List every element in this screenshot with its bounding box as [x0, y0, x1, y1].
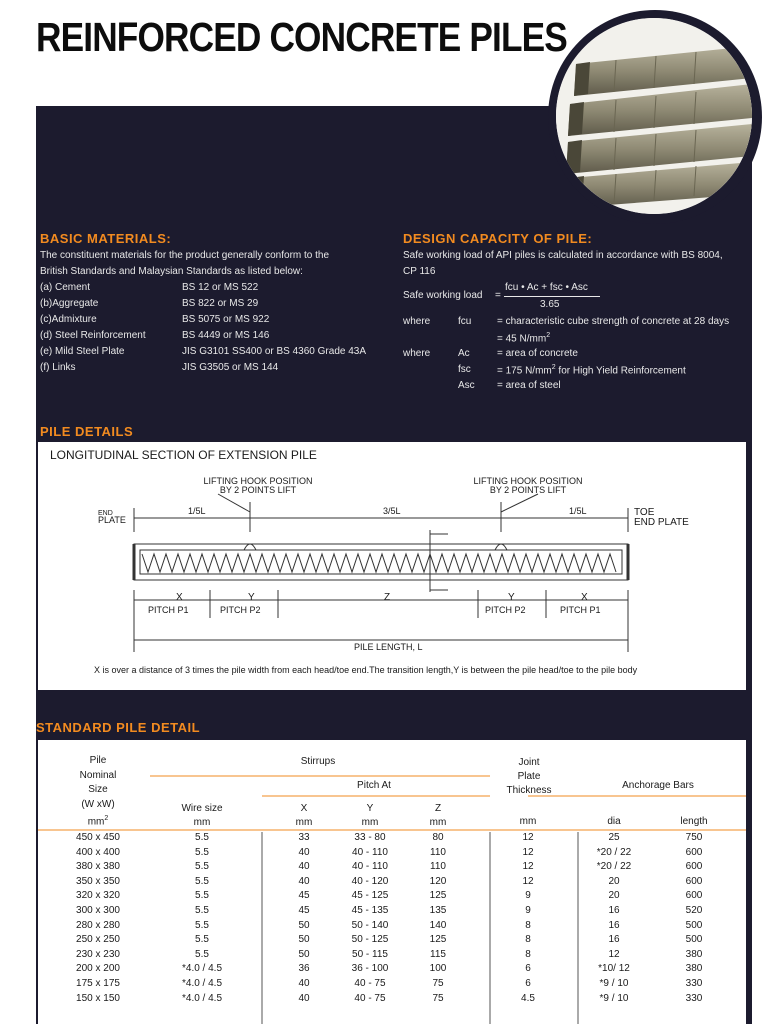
- pitch-p1-left: PITCH P1: [148, 605, 189, 615]
- table-cell: 140: [429, 919, 447, 931]
- table-cell: 40: [298, 978, 310, 989]
- table-cell: *9 / 10: [599, 978, 629, 989]
- standard-table-panel: [38, 740, 746, 1024]
- material-standard: BS 12 or MS 522: [182, 282, 259, 293]
- material-label: (a) Cement: [40, 282, 91, 293]
- table-cell: 20: [608, 875, 620, 887]
- fcu-symbol: fcu: [458, 316, 472, 327]
- table-cell: 40: [298, 846, 310, 858]
- table-cell: 115: [430, 948, 446, 960]
- table-cell: 45 - 125: [351, 890, 389, 902]
- pile-length-label: PILE LENGTH, L: [354, 642, 423, 652]
- fcu-value: = 45 $N/mm^2$: [497, 332, 551, 345]
- table-cell: 80: [432, 832, 444, 843]
- table-cell: 40 - 75: [354, 992, 386, 1004]
- y-left-label: Y: [248, 592, 255, 603]
- table-cell: 320 x 320: [76, 890, 120, 902]
- piles-photo: [556, 18, 752, 214]
- table-cell: 250 x 250: [76, 934, 120, 946]
- table-cell: 520: [685, 905, 703, 916]
- hook-label-left: LIFTING HOOK POSITION BY 2 POINTS LIFT: [203, 476, 313, 495]
- table-cell: 500: [685, 919, 703, 931]
- table-cell: *4.0 / 4.5: [181, 978, 223, 989]
- table-cell: 40 - 75: [354, 978, 386, 989]
- table-cell: 20: [608, 890, 620, 902]
- material-label: (b)Aggregate: [40, 298, 99, 309]
- table-cell: 5.5: [195, 875, 209, 887]
- material-label: (e) Mild Steel Plate: [40, 346, 125, 357]
- table-cell: 8: [525, 919, 531, 931]
- table-cell: 40: [298, 861, 310, 873]
- toe-end-plate-label: TOE END PLATE: [634, 507, 689, 528]
- table-cell: 110: [430, 861, 446, 873]
- table-cell: 5.5: [195, 948, 209, 960]
- formula-denominator: 3.65: [540, 299, 560, 310]
- material-standard: BS 4449 or MS 146: [182, 330, 270, 341]
- table-cell: 5.5: [195, 832, 209, 843]
- table-cell: 400 x 400: [76, 846, 120, 858]
- table-cell: 40 - 110: [352, 846, 388, 858]
- where-label-2: where: [403, 348, 431, 359]
- fsc-definition: = 175 $N/mm^2$ for High Yield Reinforcement: [497, 364, 686, 377]
- x-right-label: X: [581, 592, 588, 603]
- table-cell: 600: [685, 890, 703, 902]
- pile-details-note: X is over a distance of 3 times the pile width from each head/toe end.The transition length,Y is between the pile head/toe to the pile body: [94, 665, 638, 675]
- table-cell: 125: [429, 890, 447, 902]
- table-cell: 300 x 300: [76, 905, 120, 916]
- material-label: (f) Links: [40, 362, 76, 373]
- material-standard: JIS G3505 or MS 144: [182, 362, 279, 373]
- table-cell: 50 - 125: [351, 934, 389, 946]
- table-cell: 175 x 175: [76, 978, 120, 989]
- dim-right-label: 1/5L: [569, 506, 587, 516]
- col-head-joint-unit: mm: [519, 816, 537, 827]
- pitch-p2-left: PITCH P2: [220, 605, 261, 615]
- table-cell: 40 - 110: [352, 861, 388, 873]
- table-cell: 5.5: [195, 905, 209, 916]
- x-left-label: X: [176, 592, 183, 603]
- table-cell: 150 x 150: [76, 992, 120, 1004]
- table-cell: 600: [685, 861, 703, 873]
- table-cell: 36 - 100: [351, 963, 389, 975]
- swl-equals: =: [495, 290, 501, 301]
- pile-section-drawing: [38, 442, 746, 690]
- table-cell: 5.5: [195, 890, 209, 902]
- material-standard: BS 5075 or MS 922: [182, 314, 270, 325]
- basic-materials-intro-1: The constituent materials for the product generally conform to the: [40, 250, 330, 261]
- table-cell: 12: [522, 846, 534, 858]
- table-cell: 45 - 135: [351, 905, 389, 916]
- table-cell: 9: [525, 890, 531, 902]
- stacked-piles-image: [566, 46, 752, 208]
- table-cell: 8: [525, 934, 531, 946]
- table-cell: 750: [685, 832, 703, 843]
- table-cell: 12: [522, 832, 534, 843]
- diagram-subtitle: LONGITUDINAL SECTION OF EXTENSION PILE: [50, 448, 317, 462]
- fraction-bar: [504, 296, 600, 297]
- table-cell: 4.5: [521, 992, 535, 1004]
- y-right-label: Y: [508, 592, 515, 603]
- table-cell: 6: [525, 978, 531, 989]
- table-cell: 230 x 230: [76, 948, 120, 960]
- table-cell: 5.5: [195, 861, 209, 873]
- table-cell: 50 - 140: [351, 919, 389, 931]
- table-cell: 5.5: [195, 846, 209, 858]
- pitch-p1-right: PITCH P1: [560, 605, 601, 615]
- col-head-pitch-at: Pitch At: [357, 780, 391, 791]
- table-cell: 330: [685, 992, 703, 1004]
- hook-label-right: LIFTING HOOK POSITION BY 2 POINTS LIFT: [473, 476, 583, 495]
- col-head-wire-size: Wire size mm: [181, 803, 223, 828]
- dim-left-label: 1/5L: [188, 506, 206, 516]
- table-cell: 75: [432, 992, 444, 1004]
- table-cell: 500: [685, 934, 703, 946]
- pile-diagram-panel: [38, 442, 746, 690]
- page-title: REINFORCED CONCRETE PILES: [36, 14, 567, 60]
- formula-numerator: fcu • Ac + fsc • Asc: [505, 282, 588, 293]
- pitch-p2-right: PITCH P2: [485, 605, 526, 615]
- table-cell: *9 / 10: [599, 992, 629, 1004]
- table-cell: 380: [685, 948, 703, 960]
- basic-materials-intro-2: British Standards and Malaysian Standards as listed below:: [40, 266, 303, 277]
- table-cell: 12: [522, 861, 534, 873]
- table-cell: 50: [298, 948, 310, 960]
- dim-mid-label: 3/5L: [383, 506, 401, 516]
- table-cell: 9: [525, 905, 531, 916]
- table-cell: 33 - 80: [354, 832, 386, 843]
- basic-materials-heading: BASIC MATERIALS:: [40, 231, 172, 246]
- ac-symbol: Ac: [458, 348, 470, 359]
- design-intro-1: Safe working load of API piles is calculated in accordance with BS 8004,: [403, 250, 723, 261]
- table-cell: 25: [608, 832, 620, 843]
- table-cell: 12: [522, 875, 534, 887]
- table-cell: 40 - 120: [351, 875, 389, 887]
- table-cell: 50 - 115: [352, 948, 388, 960]
- fsc-symbol: fsc: [458, 364, 471, 375]
- standard-pile-heading: STANDARD PILE DETAIL: [36, 720, 201, 735]
- pile-details-heading: PILE DETAILS: [40, 424, 134, 439]
- material-label: (c)Admixture: [40, 314, 97, 325]
- table-cell: 350 x 350: [76, 875, 120, 887]
- table-cell: 450 x 450: [76, 832, 120, 843]
- col-head-x: X mm: [295, 803, 313, 828]
- col-head-anchorage: Anchorage Bars: [622, 780, 694, 791]
- table-cell: 40: [298, 992, 310, 1004]
- table-cell: 16: [608, 919, 620, 931]
- table-cell: 200 x 200: [76, 963, 120, 975]
- table-cell: *10/ 12: [598, 963, 630, 975]
- z-label: Z: [384, 592, 391, 603]
- table-cell: 120: [429, 875, 447, 887]
- material-standard: JIS G3101 SS400 or BS 4360 Grade 43A: [182, 346, 367, 357]
- table-cell: *20 / 22: [596, 846, 632, 858]
- table-cell: 100: [429, 963, 447, 975]
- table-cell: 5.5: [195, 934, 209, 946]
- swl-label: Safe working load: [403, 290, 483, 301]
- fcu-definition: = characteristic cube strength of concrete at 28 days: [497, 316, 730, 327]
- col-head-pile-size: Pile Nominal Size (W xW) $mm^2$: [79, 755, 117, 828]
- table-cell: 50: [298, 919, 310, 931]
- col-head-joint-plate: Joint Plate Thickness: [506, 757, 552, 796]
- table-cell: 33: [298, 832, 310, 843]
- table-cell: 36: [298, 963, 310, 975]
- material-standard: BS 822 or MS 29: [182, 298, 259, 309]
- table-cell: 330: [685, 978, 703, 989]
- asc-definition: = area of steel: [497, 380, 561, 391]
- table-cell: 12: [608, 948, 620, 960]
- col-head-y: Y mm: [361, 803, 379, 828]
- table-cell: *20 / 22: [596, 861, 632, 873]
- col-head-length: length: [680, 816, 708, 827]
- table-cell: *4.0 / 4.5: [181, 992, 223, 1004]
- table-cell: 110: [430, 846, 446, 858]
- table-cell: 75: [432, 978, 444, 989]
- table-cell: 380 x 380: [76, 861, 120, 873]
- material-label: (d) Steel Reinforcement: [40, 330, 146, 341]
- table-cell: *4.0 / 4.5: [181, 963, 223, 975]
- table-cell: 40: [298, 875, 310, 887]
- asc-symbol: Asc: [458, 380, 475, 391]
- table-cell: 125: [429, 934, 447, 946]
- table-cell: 45: [298, 905, 310, 916]
- ac-definition: = area of concrete: [497, 348, 578, 359]
- table-cell: 8: [525, 948, 531, 960]
- table-cell: 45: [298, 890, 310, 902]
- table-cell: 380: [685, 963, 703, 975]
- table-cell: 50: [298, 934, 310, 946]
- table-cell: 6: [525, 963, 531, 975]
- table-cell: 600: [685, 846, 703, 858]
- table-cell: 16: [608, 934, 620, 946]
- table-cell: 135: [429, 905, 447, 916]
- col-head-stirrups: Stirrups: [300, 756, 336, 767]
- design-intro-2: CP 116: [403, 266, 436, 277]
- design-capacity-heading: DESIGN CAPACITY OF PILE:: [403, 231, 593, 246]
- col-head-dia: dia: [607, 816, 621, 827]
- end-plate-label: END PLATE: [98, 510, 126, 525]
- table-cell: 280 x 280: [76, 919, 120, 931]
- table-cell: 5.5: [195, 919, 209, 931]
- col-head-z: Z mm: [429, 803, 447, 828]
- stirrup-zigzag: [142, 554, 616, 572]
- table-cell: 16: [608, 905, 620, 916]
- where-label-1: where: [403, 316, 431, 327]
- table-cell: 600: [685, 875, 703, 887]
